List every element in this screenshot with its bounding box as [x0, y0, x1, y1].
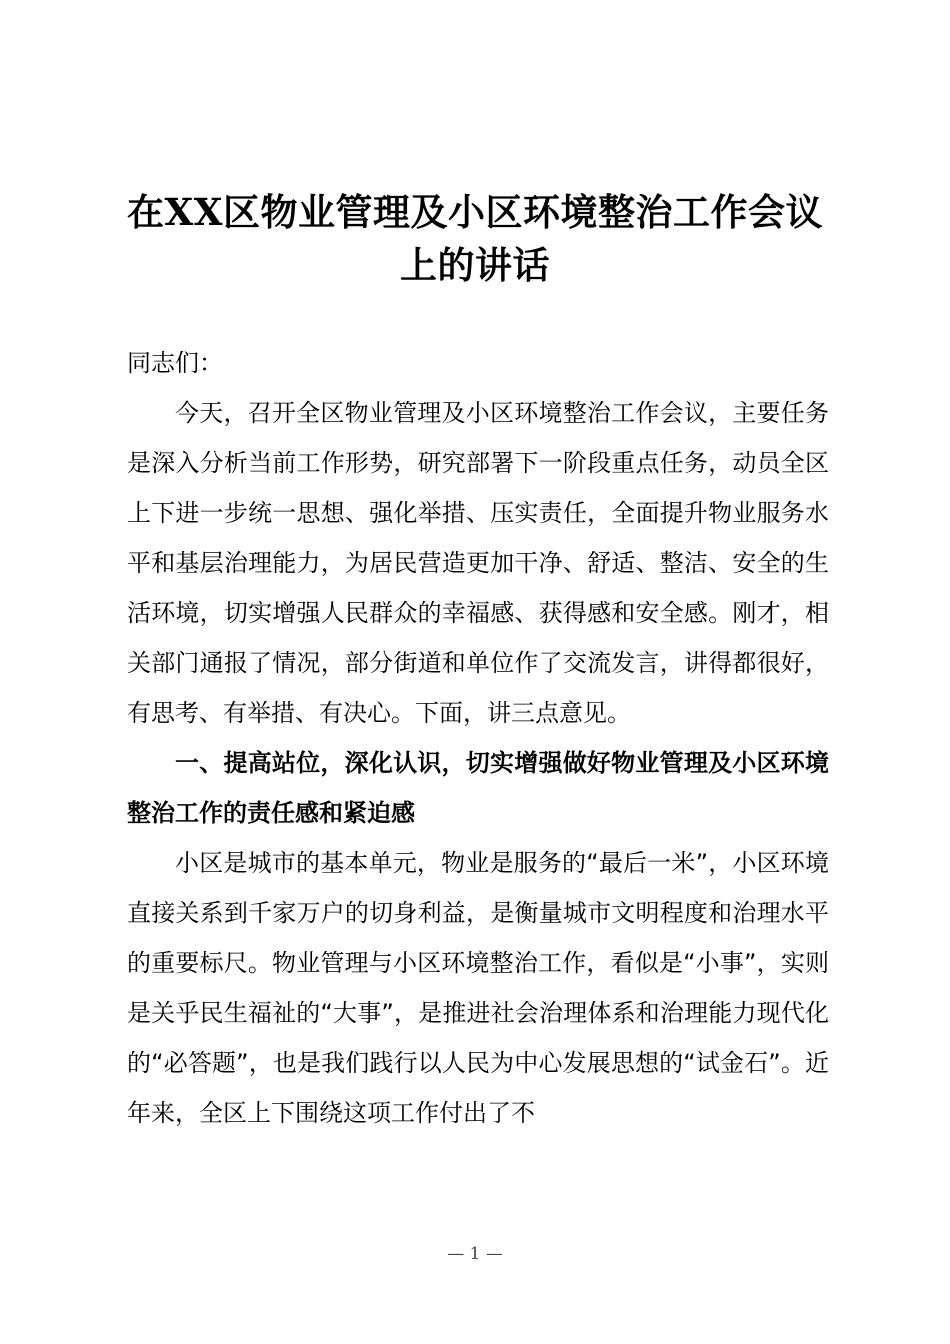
document-body	[127, 338, 829, 1138]
document-title: 在XX区物业管理及小区环境整治工作会议上的讲话	[127, 190, 823, 287]
salutation: 同志们：	[127, 349, 223, 377]
section-heading: 一、提高站位，深化认识，切实增强做好物业管理及小区环境整治工作的责任感和紧迫感	[127, 749, 829, 827]
section-paragraph: 小区是城市的基本单元，物业是服务的“最后一米”，小区环境直接关系到千家万户的切身利益，是衡量城市文明程度和治理水平的重要标尺。物业管理与小区环境整治工作，看似是“小事”，实则是关乎民生福祉的“大事”，是推进社会治理体系和治理能力现代化的“必答题”，也是我们践行以人民为中心发展思想的“试金石”。近年来，全区上下围绕这项工作付出了不	[127, 849, 829, 1127]
page-number: — 1 —	[447, 1244, 503, 1264]
intro-paragraph: 今天，召开全区物业管理及小区环境整治工作会议，主要任务是深入分析当前工作形势，研究部署下一阶段重点任务，动员全区上下进一步统一思想、强化举措、压实责任，全面提升物业服务水平和基层治理能力，为居民营造更加干净、舒适、整洁、安全的生活环境，切实增强人民群众的幸福感、获得感和安全感。刚才，相关部门通报了情况，部分街道和单位作了交流发言，讲得都很好，有思考、有举措、有决心。下面，讲三点意见。	[127, 399, 829, 727]
